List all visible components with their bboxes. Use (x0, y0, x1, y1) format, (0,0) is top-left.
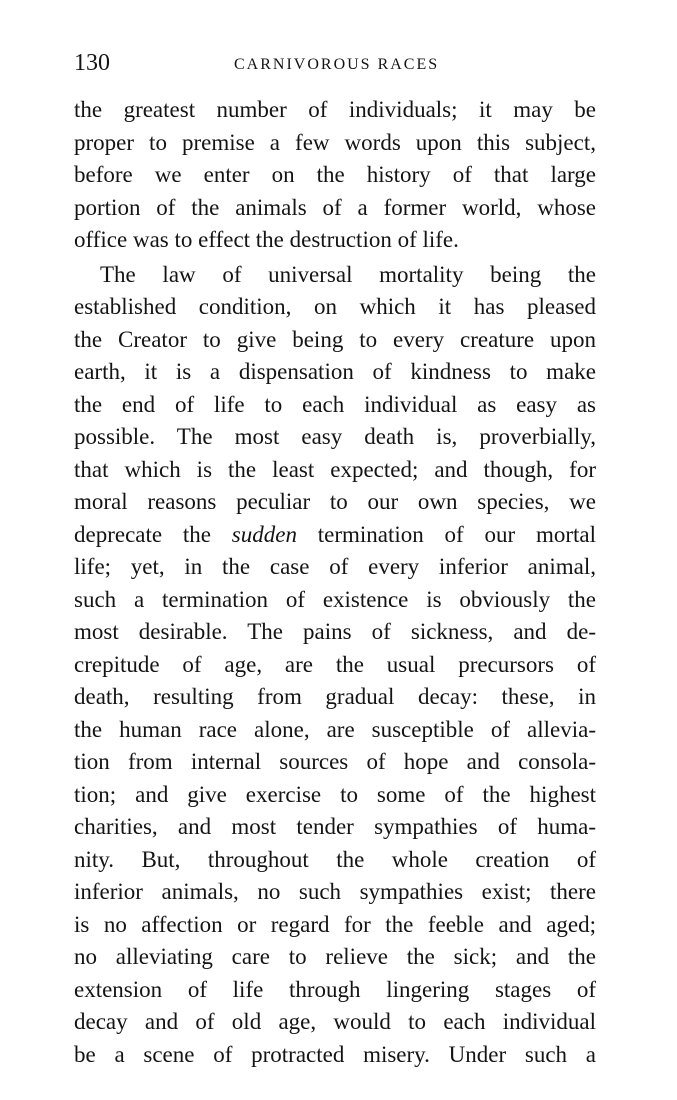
text-line: life; yet, in the case of every inferior animal, (74, 554, 596, 579)
text-line: possible. The most easy death is, proverbially, (74, 424, 596, 449)
text-line: death, resulting from gradual decay: these, in (74, 684, 596, 709)
text-line: that which is the least expected; and though, for (74, 456, 596, 482)
text-line: inferior animals, no such sympathies exist; there (74, 879, 596, 904)
text-line: tion from internal sources of hope and consola- (74, 749, 596, 774)
paragraph-1 (74, 94, 596, 257)
text-line: earth, it is a dispensation of kindness to make (74, 359, 596, 384)
text-line: The law of universal mortality being the (100, 261, 596, 287)
text-line: charities, and most tender sympathies of huma- (74, 814, 596, 839)
text-line: the human race alone, are susceptible of allevia- (74, 716, 596, 742)
text-line: most desirable. The pains of sickness, and de- (74, 619, 596, 644)
italic-word: sudden (231, 521, 297, 547)
text-line: the end of life to each individual as easy as (74, 391, 596, 417)
text-line: portion of the animals of a former world, whose (74, 194, 596, 220)
text-line: be a scene of protracted misery. Under such a (74, 1041, 596, 1067)
running-head: CARNIVOROUS RACES (234, 56, 440, 73)
text-line: decay and of old age, would to each individual (74, 1009, 596, 1034)
text-line (74, 519, 596, 552)
paragraph-2 (74, 259, 596, 1072)
text-line: established condition, on which it has pleased (74, 294, 596, 319)
text-line: is no affection or regard for the feeble and aged; (74, 911, 596, 937)
text-line: the Creator to give being to every creature upon (74, 326, 596, 352)
text-line: extension of life through lingering stages of (74, 976, 596, 1002)
page-number: 130 (74, 50, 110, 76)
text-line-start: deprecate the (74, 521, 232, 547)
text-line-end: termination of our mortal (296, 521, 596, 547)
text-line: no alleviating care to relieve the sick; and the (74, 944, 596, 969)
text-line: such a termination of existence is obviously the (74, 586, 596, 612)
body-text (74, 94, 596, 1071)
text-line: tion; and give exercise to some of the highest (74, 781, 596, 807)
text-line: crepitude of age, are the usual precursors of (74, 651, 596, 677)
page-header (74, 48, 594, 82)
text-line: the greatest number of individuals; it may be (74, 97, 596, 122)
text-line: proper to premise a few words upon this subject, (74, 129, 596, 155)
text-line: before we enter on the history of that large (74, 162, 596, 187)
text-line: moral reasons peculiar to our own species, we (74, 489, 596, 514)
text-line: nity. But, throughout the whole creation of (74, 846, 596, 872)
text-line: office was to effect the destruction of life. (74, 227, 459, 252)
